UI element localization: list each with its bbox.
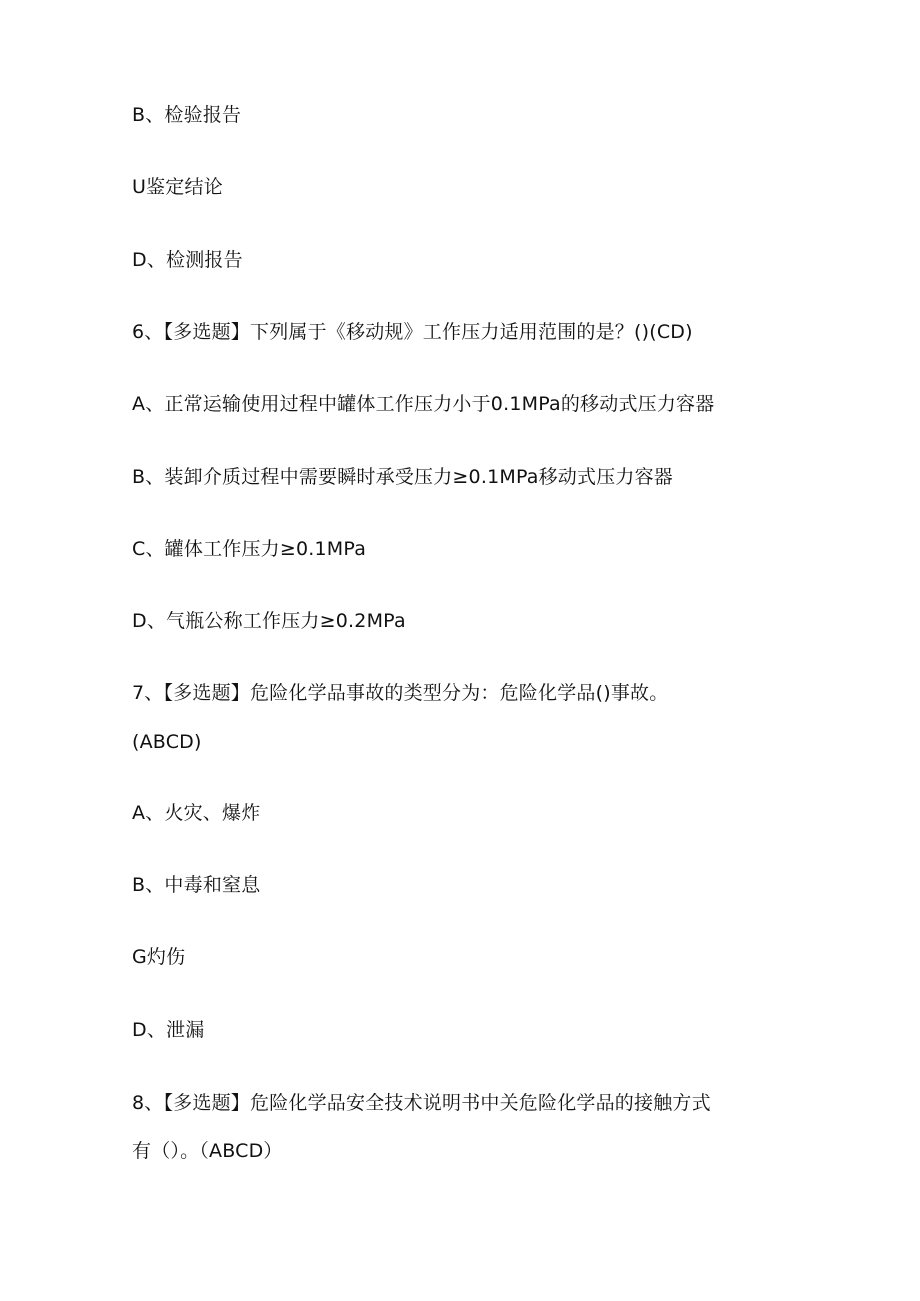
question-7: 7、【多选题】危险化学品事故的类型分为：危险化学品()事故。 [132,682,669,704]
question-7-option-b: B、中毒和窒息 [132,874,261,896]
question-6-option-a: A、正常运输使用过程中罐体工作压力小于0.1MPa的移动式压力容器 [132,393,715,415]
question-8-continuation: 有（）。（ABCD） [132,1140,283,1162]
question-7-option-c: G灼伤 [132,946,186,968]
option-b-inspection-report: B、检验报告 [132,104,242,126]
question-7-option-a: A、火灾、爆炸 [132,802,261,824]
question-6: 6、【多选题】下列属于《移动规》工作压力适用范围的是？()(CD) [132,321,693,343]
option-d-test-report: D、检测报告 [132,249,243,271]
question-6-option-c: C、罐体工作压力≥0.1MPa [132,538,367,560]
question-6-option-d: D、气瓶公称工作压力≥0.2MPa [132,610,406,632]
question-8: 8、【多选题】危险化学品安全技术说明书中关危险化学品的接触方式 [132,1092,711,1114]
question-7-answer: (ABCD) [132,731,202,753]
option-c-appraisal-conclusion: U鉴定结论 [132,176,223,198]
question-6-option-b: B、装卸介质过程中需要瞬时承受压力≥0.1MPa移动式压力容器 [132,466,674,488]
question-7-option-d: D、泄漏 [132,1019,205,1041]
